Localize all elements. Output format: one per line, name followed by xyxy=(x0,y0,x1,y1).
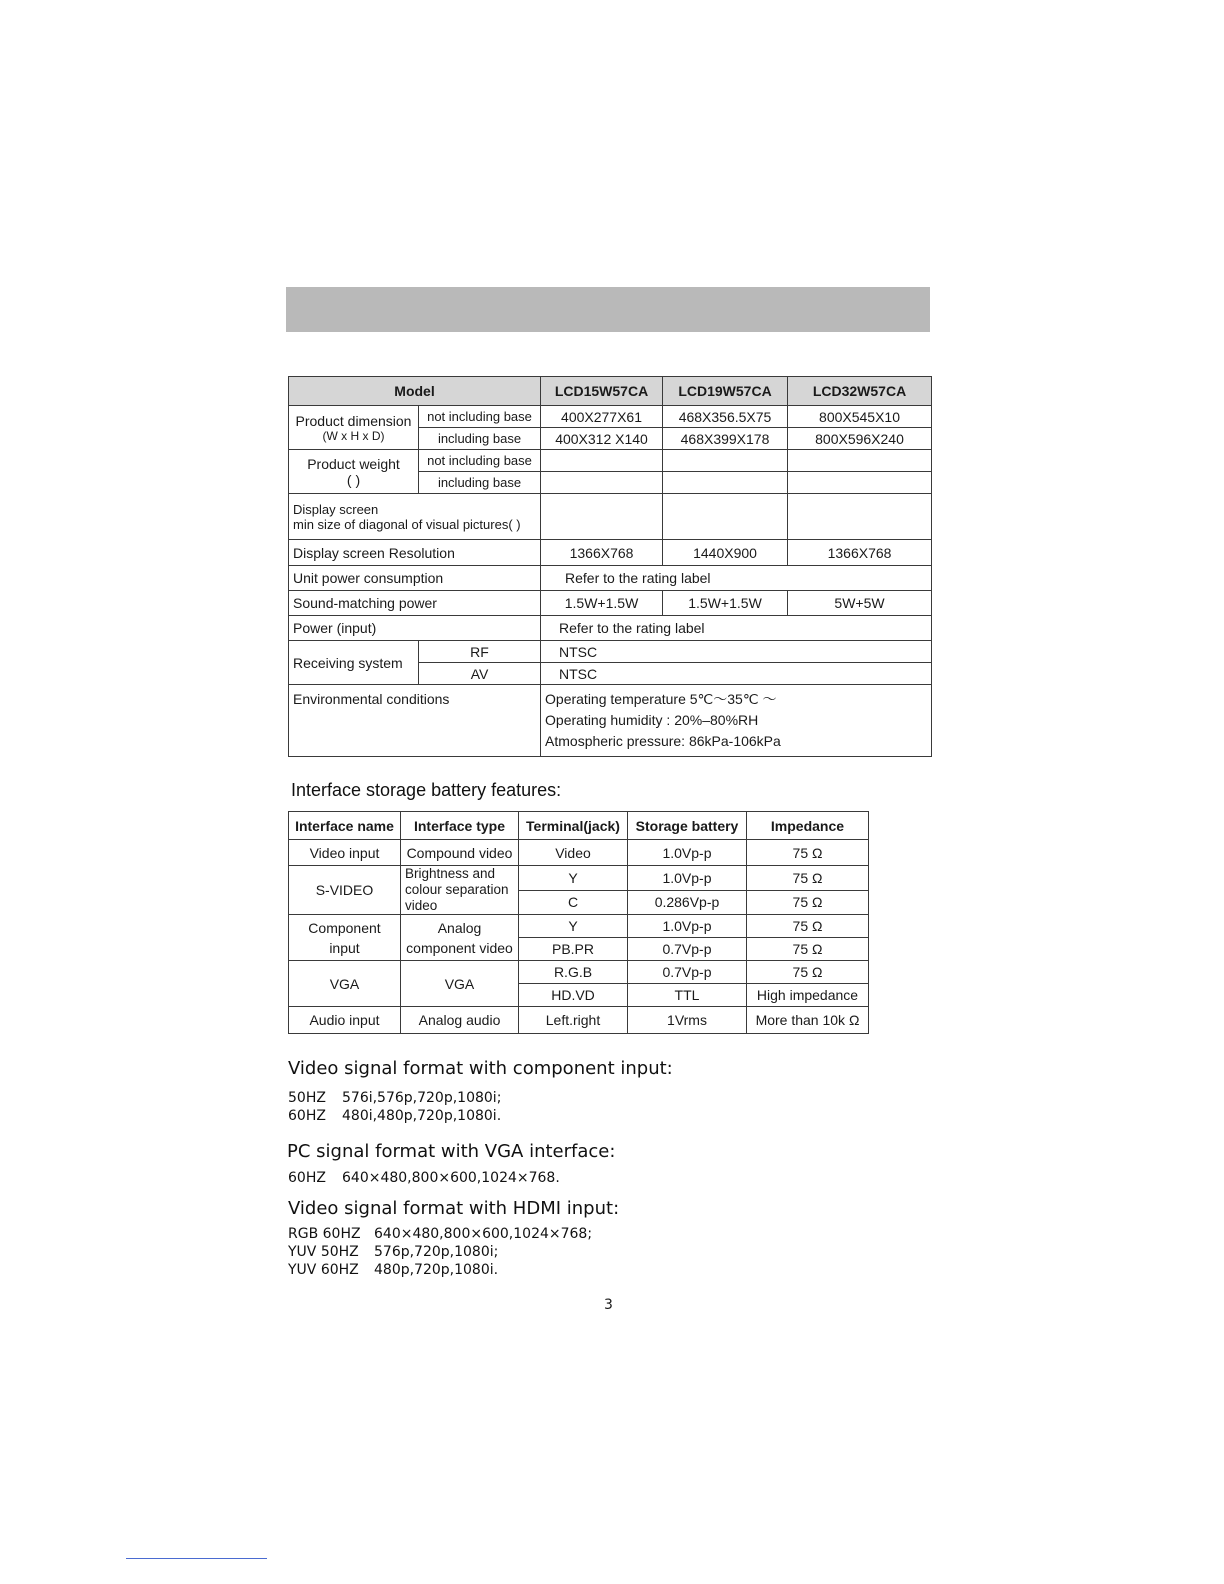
table-cell: 468X356.5X75 xyxy=(663,406,788,428)
table-cell: 1440X900 xyxy=(663,540,788,566)
table-cell: More than 10k Ω xyxy=(747,1007,869,1034)
weight-label-cell xyxy=(289,450,419,494)
power-input-label: Power (input) xyxy=(289,616,541,641)
table-cell xyxy=(541,450,663,472)
sound-label: Sound-matching power xyxy=(289,591,541,616)
rf-label: RF xyxy=(419,641,541,663)
table-cell: Video input xyxy=(289,840,401,866)
table-cell: 0.286Vp-p xyxy=(628,890,747,915)
format-key: 60HZ xyxy=(288,1170,326,1186)
weight-sub: ( ) xyxy=(346,471,361,488)
table-row xyxy=(289,566,932,591)
env-humidity: Operating humidity : 20%–80%RH xyxy=(545,712,759,728)
table-cell: Video xyxy=(519,840,628,866)
table-row xyxy=(289,540,932,566)
table-row xyxy=(289,591,932,616)
power-input-value: Refer to the rating label xyxy=(541,616,932,641)
table-cell: 0.7Vp-p xyxy=(628,961,747,984)
table-cell: 75 Ω xyxy=(747,938,869,961)
table-cell xyxy=(663,450,788,472)
unit-power-label: Unit power consumption xyxy=(289,566,541,591)
table-cell: 400X277X61 xyxy=(541,406,663,428)
table-cell: 1Vrms xyxy=(628,1007,747,1034)
format-key: 50HZ xyxy=(288,1090,326,1106)
table-cell: 75 Ω xyxy=(747,866,869,891)
table-cell: 468X399X178 xyxy=(663,428,788,450)
format-value: 576p,720p,1080i; xyxy=(374,1244,499,1260)
table-cell xyxy=(541,472,663,494)
iface-head-battery: Storage battery xyxy=(628,812,747,840)
model-header: Model xyxy=(289,377,541,406)
pc-format-title: PC signal format with VGA interface: xyxy=(287,1141,616,1162)
table-cell: Analog audio xyxy=(401,1007,519,1034)
table-row xyxy=(289,406,932,428)
table-row xyxy=(289,685,932,757)
env-value-cell xyxy=(541,685,932,757)
table-cell: 75 Ω xyxy=(747,915,869,938)
table-row xyxy=(289,840,869,866)
table-cell: High impedance xyxy=(747,984,869,1007)
table-cell: 1.0Vp-p xyxy=(628,915,747,938)
iface-head-type: Interface type xyxy=(401,812,519,840)
table-row xyxy=(289,616,932,641)
section-header-bar xyxy=(286,287,930,332)
table-row xyxy=(289,494,932,540)
model-col-2: LCD19W57CA xyxy=(663,377,788,406)
table-cell: 1366X768 xyxy=(788,540,932,566)
display-label-cell xyxy=(289,494,541,540)
table-cell: 800X545X10 xyxy=(788,406,932,428)
including-base: including base xyxy=(419,472,541,494)
footnote-rule xyxy=(126,1558,267,1559)
av-label: AV xyxy=(419,663,541,685)
page-number: 3 xyxy=(604,1297,613,1313)
model-col-1: LCD15W57CA xyxy=(541,377,663,406)
format-key: RGB 60HZ xyxy=(288,1226,361,1242)
interface-table xyxy=(288,811,869,1034)
receiving-label: Receiving system xyxy=(289,641,419,685)
table-cell: 800X596X240 xyxy=(788,428,932,450)
weight-label: Product weight xyxy=(307,455,400,472)
not-including-base: not including base xyxy=(419,406,541,428)
table-cell xyxy=(663,494,788,540)
model-col-3: LCD32W57CA xyxy=(788,377,932,406)
iface-head-impedance: Impedance xyxy=(747,812,869,840)
table-row xyxy=(289,915,869,938)
table-cell: Analog component video xyxy=(401,915,519,961)
table-cell: 1.5W+1.5W xyxy=(541,591,663,616)
spec-table xyxy=(288,376,932,757)
table-cell: Y xyxy=(519,866,628,891)
format-key: YUV 50HZ xyxy=(288,1244,359,1260)
component-line xyxy=(288,1108,501,1124)
resolution-label: Display screen Resolution xyxy=(289,540,541,566)
format-value: 480p,720p,1080i. xyxy=(374,1262,499,1278)
table-cell: C xyxy=(519,890,628,915)
table-row xyxy=(289,1007,869,1034)
format-value: 640×480,800×600,1024×768. xyxy=(342,1170,560,1186)
format-value: 480i,480p,720p,1080i. xyxy=(342,1108,502,1124)
table-cell xyxy=(541,494,663,540)
table-row xyxy=(289,961,869,984)
table-cell: 1.0Vp-p xyxy=(628,840,747,866)
table-cell xyxy=(788,450,932,472)
table-cell: PB.PR xyxy=(519,938,628,961)
dimension-sub: (W x H x D) xyxy=(322,428,385,443)
pc-line xyxy=(288,1170,560,1186)
table-cell: VGA xyxy=(289,961,401,1007)
table-cell xyxy=(788,472,932,494)
spec-header-row xyxy=(289,377,932,406)
table-cell: Y xyxy=(519,915,628,938)
table-cell: Component input xyxy=(289,915,401,961)
format-value: 640×480,800×600,1024×768; xyxy=(374,1226,593,1242)
including-base: including base xyxy=(419,428,541,450)
table-cell: Audio input xyxy=(289,1007,401,1034)
component-line xyxy=(288,1090,501,1106)
env-temperature: Operating temperature 5℃～35℃ ～ xyxy=(545,691,777,707)
table-row xyxy=(289,450,932,472)
table-cell: R.G.B xyxy=(519,961,628,984)
table-cell: 75 Ω xyxy=(747,961,869,984)
not-including-base: not including base xyxy=(419,450,541,472)
table-cell: 400X312 X140 xyxy=(541,428,663,450)
hdmi-line xyxy=(288,1244,498,1260)
hdmi-line xyxy=(288,1226,592,1242)
env-label: Environmental conditions xyxy=(289,685,541,757)
av-value: NTSC xyxy=(541,663,932,685)
format-value: 576i,576p,720p,1080i; xyxy=(342,1090,502,1106)
table-cell: 1366X768 xyxy=(541,540,663,566)
format-key: YUV 60HZ xyxy=(288,1262,359,1278)
dimension-label-cell xyxy=(289,406,419,450)
env-pressure: Atmospheric pressure: 86kPa-106kPa xyxy=(545,733,781,749)
iface-header-row xyxy=(289,812,869,840)
display-label-1: Display screen xyxy=(293,501,379,517)
table-cell: Left.right xyxy=(519,1007,628,1034)
table-cell: 75 Ω xyxy=(747,890,869,915)
iface-head-terminal: Terminal(jack) xyxy=(519,812,628,840)
table-row xyxy=(289,641,932,663)
rf-value: NTSC xyxy=(541,641,932,663)
table-cell xyxy=(663,472,788,494)
table-cell: 5W+5W xyxy=(788,591,932,616)
table-cell: TTL xyxy=(628,984,747,1007)
table-cell: 75 Ω xyxy=(747,840,869,866)
unit-power-value: Refer to the rating label xyxy=(541,566,932,591)
table-cell xyxy=(788,494,932,540)
table-cell: Brightness and colour separation video xyxy=(401,866,519,915)
component-format-title: Video signal format with component input: xyxy=(288,1058,673,1079)
table-cell: 0.7Vp-p xyxy=(628,938,747,961)
iface-head-name: Interface name xyxy=(289,812,401,840)
format-key: 60HZ xyxy=(288,1108,326,1124)
table-cell: 1.0Vp-p xyxy=(628,866,747,891)
table-cell: 1.5W+1.5W xyxy=(663,591,788,616)
dimension-label: Product dimension xyxy=(295,412,412,429)
table-cell: S-VIDEO xyxy=(289,866,401,915)
interface-title: Interface storage battery features: xyxy=(291,780,562,800)
hdmi-format-title: Video signal format with HDMI input: xyxy=(288,1198,620,1219)
table-cell: VGA xyxy=(401,961,519,1007)
table-row xyxy=(289,866,869,891)
table-cell: HD.VD xyxy=(519,984,628,1007)
display-label-2: min size of diagonal of visual pictures( ) xyxy=(293,516,521,532)
hdmi-line xyxy=(288,1262,498,1278)
table-cell: Compound video xyxy=(401,840,519,866)
